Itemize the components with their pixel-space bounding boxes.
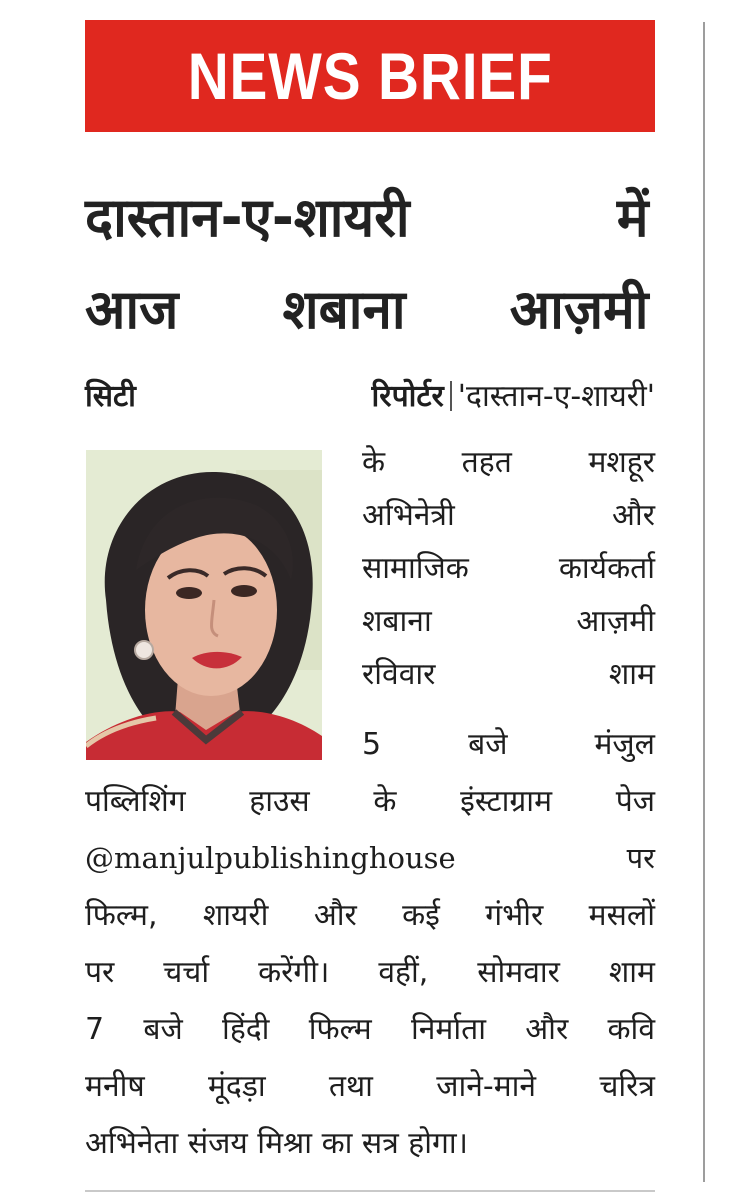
column-divider bbox=[703, 22, 705, 1182]
body-line-8: पब्लिशिंग हाउस के इंस्टाग्राम पेज bbox=[85, 784, 655, 819]
body-line-11: पर चर्चा करेंगी। वहीं, सोमवार शाम bbox=[85, 955, 655, 990]
headline-line-2: आज शबाना आज़मी bbox=[85, 278, 649, 341]
instagram-handle: @manjulpublishinghouse पर bbox=[85, 841, 655, 875]
body-line-9 bbox=[85, 832, 655, 885]
portrait-illustration bbox=[86, 450, 322, 760]
dateline-separator bbox=[450, 381, 452, 411]
body-line-6: रविवार शाम bbox=[362, 657, 655, 692]
body-line-7: 5 बजे मंजुल bbox=[362, 727, 655, 762]
body-line-14: अभिनेता संजय मिश्रा का सत्र होगा। bbox=[85, 1126, 469, 1161]
headline-line-1: दास्तान-ए-शायरी में bbox=[85, 186, 649, 249]
body-line-12: 7 बजे हिंदी फिल्म निर्माता और कवि bbox=[85, 1012, 655, 1047]
body-line-2: के तहत मशहूर bbox=[362, 445, 655, 480]
body-line-10: फिल्म, शायरी और कई गंभीर मसलों bbox=[85, 898, 655, 933]
headline bbox=[85, 172, 660, 356]
body-line-4: सामाजिक कार्यकर्ता bbox=[362, 551, 655, 586]
portrait-photo bbox=[86, 450, 322, 760]
bottom-rule bbox=[85, 1190, 655, 1192]
news-brief-banner bbox=[85, 20, 655, 132]
body-line-5: शबाना आज़मी bbox=[362, 604, 655, 639]
dateline-row bbox=[85, 370, 655, 423]
body-line-1: 'दास्तान-ए-शायरी' bbox=[457, 379, 655, 414]
body-line-3: अभिनेत्री और bbox=[362, 498, 655, 533]
body-line-13: मनीष मूंदड़ा तथा जाने-माने चरित्र bbox=[85, 1069, 655, 1104]
banner-title: NEWS BRIEF bbox=[187, 39, 553, 113]
dateline: सिटी रिपोर्टर bbox=[85, 379, 444, 414]
